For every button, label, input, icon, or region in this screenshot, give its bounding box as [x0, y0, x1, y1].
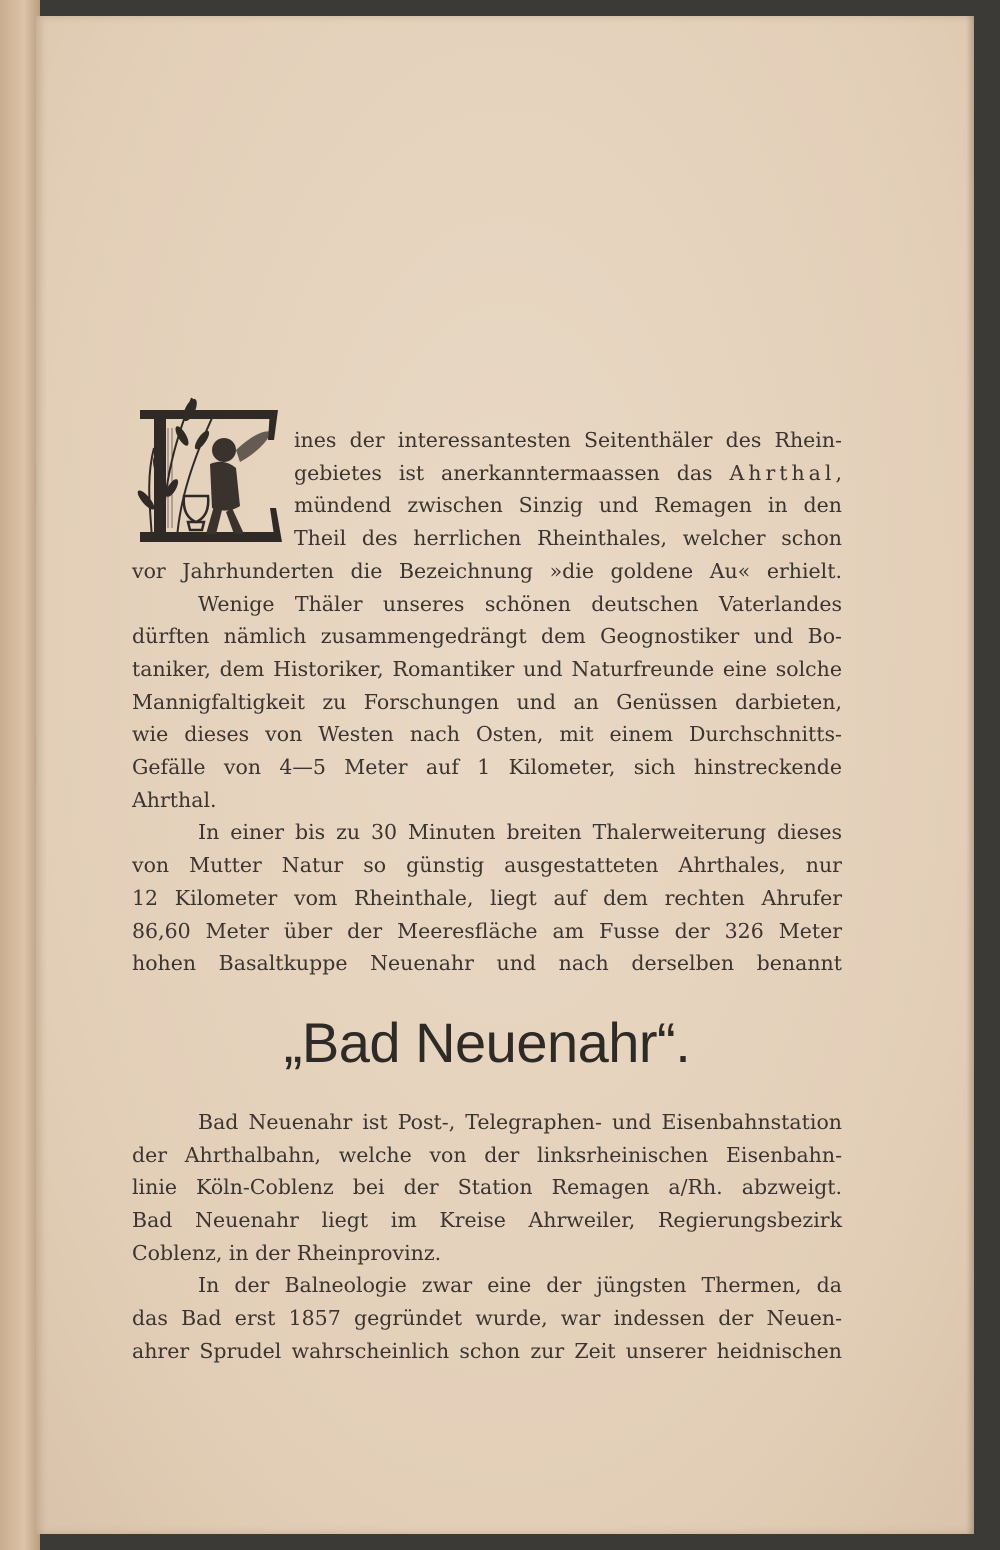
para3-line-5: hohen Basaltkuppe Neuenahr und nach derselben benannt: [132, 951, 842, 976]
para4-line-3: linie Köln-Coblenz bei der Station Remagen a/Rh. abzweigt.: [132, 1175, 842, 1200]
body-text: [132, 424, 842, 1368]
para5-line-3: ahrer Sprudel wahrscheinlich schon zur Zeit unserer heidnischen: [132, 1338, 842, 1363]
intro-line-4: Theil des herrlichen Rheinthales, welcher schon: [294, 526, 842, 551]
para5-line-2: das Bad erst 1857 gegründet wurde, war indessen der Neuen-: [132, 1306, 842, 1331]
ornamental-initial-icon: [132, 388, 282, 548]
para4-line-4: Bad Neuenahr liegt im Kreise Ahrweiler, Regierungsbezirk: [132, 1208, 842, 1233]
intro-line-3: mündend zwischen Sinzig und Remagen in den: [294, 493, 842, 518]
ahrthal-spaced-word: Ahrthal: [729, 460, 836, 485]
para2-line-4: Mannigfaltigkeit zu Forschungen und an Genüssen darbieten,: [132, 689, 842, 714]
para4-line-5: Coblenz, in der Rheinprovinz.: [132, 1240, 442, 1265]
para5-line-1: In der Balneologie zwar eine der jüngsten Thermen, da: [198, 1273, 842, 1298]
facing-page-edge: [0, 0, 40, 1550]
para2-line-3: taniker, dem Historiker, Romantiker und Naturfreunde eine solche: [132, 656, 842, 681]
para4-line-2: der Ahrthalbahn, welche von der linksrheinischen Eisenbahn-: [132, 1142, 842, 1167]
para2-line-7: Ahrthal.: [132, 787, 217, 812]
paragraph-thalerweiterung: [132, 816, 842, 980]
para4-line-1: Bad Neuenahr ist Post-, Telegraphen- und Eisenbahnstation: [198, 1109, 842, 1134]
paragraph-thaeler: [132, 588, 842, 817]
intro-line-5: vor Jahrhunderten die Bezeichnung »die goldene Au« erhielt.: [132, 558, 842, 583]
decorated-initial-e: [132, 388, 282, 548]
ahrthal-comma: ,: [835, 460, 842, 485]
intro-line-2-text: gebietes ist anerkanntermaassen das: [294, 460, 730, 485]
book-page: [36, 16, 974, 1534]
section-heading: „Bad Neuenahr“.: [283, 1010, 691, 1074]
intro-line-1: ines der interessantesten Seitenthäler des Rhein-: [294, 428, 842, 452]
para3-line-3: 12 Kilometer vom Rheinthale, liegt auf dem rechten Ahrufer: [132, 885, 842, 910]
para3-line-1: In einer bis zu 30 Minuten breiten Thalerweiterung dieses: [198, 820, 842, 845]
para3-line-2: von Mutter Natur so günstig ausgestatteten Ahrthales, nur: [132, 853, 842, 878]
page-edge-shadow: [966, 16, 974, 1534]
para2-line-5: wie dieses von Westen nach Osten, mit einem Durchschnitts-: [132, 722, 842, 747]
para2-line-1: Wenige Thäler unseres schönen deutschen Vaterlandes: [198, 591, 842, 616]
para2-line-2: dürften nämlich zusammengedrängt dem Geognostiker und Bo-: [132, 624, 842, 649]
paragraph-intro: [132, 424, 842, 588]
para2-line-6: Gefälle von 4—5 Meter auf 1 Kilometer, sich hinstreckende: [132, 755, 842, 780]
para3-line-4: 86,60 Meter über der Meeresfläche am Fusse der 326 Meter: [132, 918, 842, 943]
paragraph-station: [132, 1106, 842, 1270]
paragraph-balneologie: [132, 1269, 842, 1367]
